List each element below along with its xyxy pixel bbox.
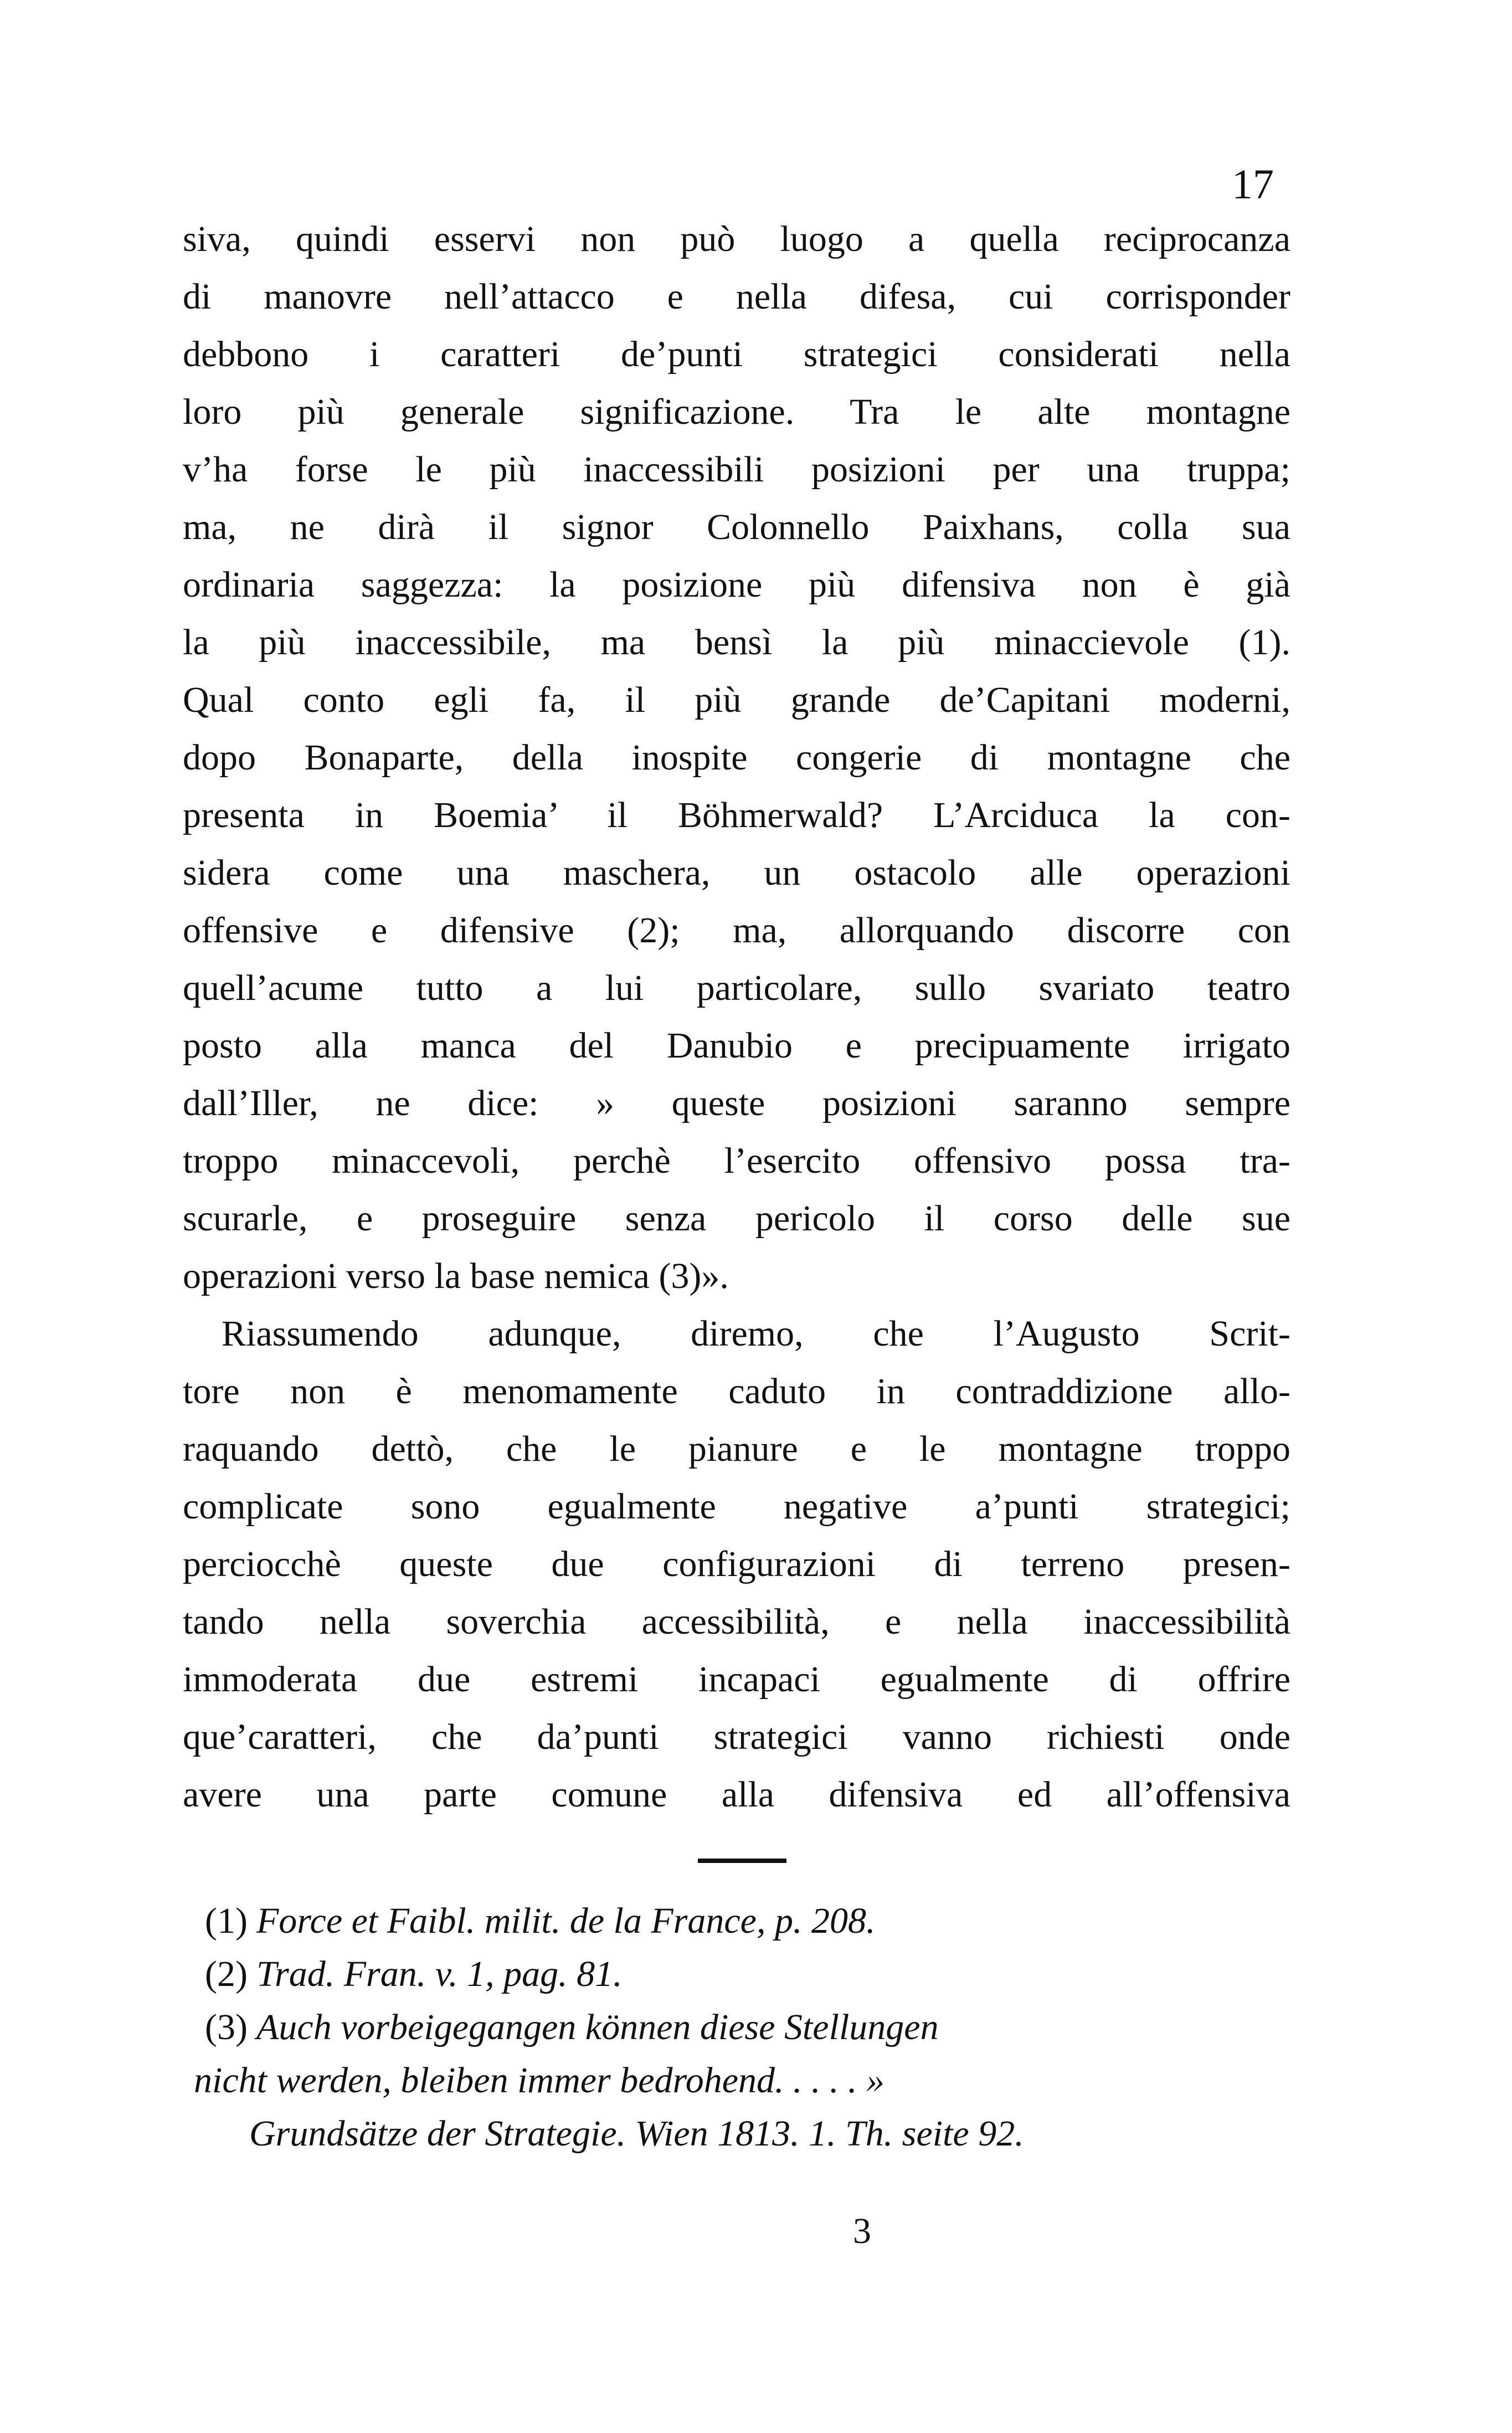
footnote-marker: (1) [205,1901,248,1941]
footnote-marker: (3) [205,2007,248,2047]
footnote-text: Trad. Fran. v. 1, pag. 81. [256,1954,623,1994]
body-line: operazioni verso la base nemica (3)». [183,1256,729,1296]
body-line: tando nella soverchia accessibilità, e nella inaccessibilità [183,1602,1290,1642]
body-line: complicate sono egualmente negative a’punti strategici; [183,1486,1290,1527]
body-line: scurarle, e proseguire senza pericolo il corso delle sue [183,1198,1290,1239]
body-line: quell’acume tutto a lui particolare, sullo svariato teatro [183,968,1290,1008]
footnote-3-source [205,2107,1290,2160]
footnote-text: Auch vorbeigegangen können diese Stellungen [256,2007,939,2047]
body-line: ma, ne dirà il signor Colonnello Paixhans, colla sua [183,507,1290,547]
signature-mark: 3 [853,2211,871,2251]
footnote-text: nicht werden, bleiben immer bedrohend. . . . . » [194,2060,885,2101]
footnote-2 [205,1948,1290,2001]
body-line: dall’Iller, ne dice: » queste posizioni saranno sempre [183,1083,1290,1123]
body-line: ordinaria saggezza: la posizione più difensiva non è già [183,564,1290,605]
footnote-text: Force et Faibl. milit. de la France, p. 208. [256,1901,876,1941]
body-line: siva, quindi esservi non può luogo a quella reciprocanza [183,219,1290,259]
body-line: dopo Bonaparte, della inospite congerie di montagne che [183,737,1290,778]
body-line: immoderata due estremi incapaci egualmente di offrire [183,1659,1290,1700]
footnote-3-continuation [194,2054,1290,2107]
body-line: tore non è menomamente caduto in contraddizione allo- [183,1371,1290,1411]
body-text [183,211,1290,1824]
footnote-divider [698,1859,786,1863]
body-line: presenta in Boemia’ il Böhmerwald? L’Arciduca la con- [183,795,1290,835]
body-line: Qual conto egli fa, il più grande de’Capitani moderni, [183,680,1290,720]
body-line: loro più generale significazione. Tra le alte montagne [183,392,1290,432]
body-line: v’ha forse le più inaccessibili posizioni per una truppa; [183,449,1290,490]
body-line: di manovre nell’attacco e nella difesa, cui corrisponder [183,276,1290,317]
body-line: Riassumendo adunque, diremo, che l’Augusto Scrit- [222,1313,1290,1354]
footnotes [194,1895,1290,2160]
footnote-1 [205,1895,1290,1948]
body-line: troppo minaccevoli, perchè l’esercito offensivo possa tra- [183,1141,1290,1181]
body-line: la più inaccessibile, ma bensì la più minaccievole (1). [183,622,1290,663]
body-line: sidera come una maschera, un ostacolo alle operazioni [183,853,1290,893]
body-line: perciocchè queste due configurazioni di terreno presen- [183,1544,1290,1584]
page-number: 17 [1232,161,1274,208]
body-line: posto alla manca del Danubio e precipuamente irrigato [183,1025,1290,1066]
body-line: raquando dettò, che le pianure e le montagne troppo [183,1429,1290,1469]
footnote-3 [205,2001,1290,2054]
body-line: que’caratteri, che da’punti strategici vanno richiesti onde [183,1717,1290,1757]
body-line: debbono i caratteri de’punti strategici considerati nella [183,334,1290,374]
footnote-marker: (2) [205,1954,248,1994]
body-line: avere una parte comune alla difensiva ed all’offensiva [183,1774,1290,1815]
footnote-text: Grundsätze der Strategie. Wien 1813. 1. Th. seite 92. [249,2113,1024,2154]
body-line: offensive e difensive (2); ma, allorquando discorre con [183,910,1290,951]
